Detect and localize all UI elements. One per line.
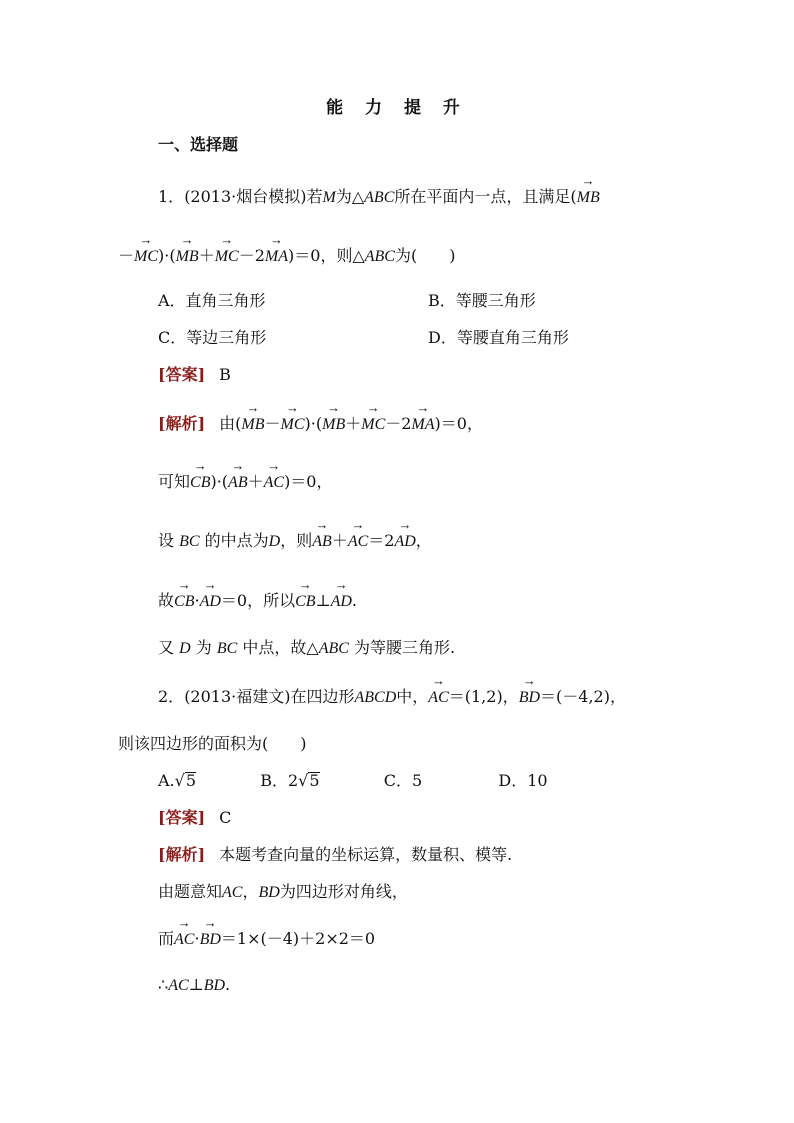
- q2-text: 由题意知: [158, 882, 223, 901]
- q1-option-d: D．等腰直角三角形: [428, 328, 569, 347]
- vector-ac: → AC: [348, 530, 368, 552]
- q2-var-bd: BD: [203, 977, 226, 994]
- q1-analysis-line1: [158, 413, 483, 435]
- q1-var-bc: BC: [179, 533, 200, 550]
- q1-option-c: C．等边三角形: [158, 328, 267, 347]
- q1-text: 若: [306, 187, 323, 206]
- q2-option-b: B．2√5: [260, 771, 320, 790]
- q1-options-row1: [158, 291, 266, 311]
- answer-tag: [答案]: [158, 808, 206, 827]
- q1-text: 由(: [219, 414, 242, 433]
- vector-mc: → MC: [215, 245, 239, 267]
- q1-text: 所在平面内一点，且满足(: [394, 187, 577, 206]
- q2-options: [158, 771, 548, 791]
- vector-mc: → MC: [281, 413, 305, 435]
- vector-mb: → MB: [241, 413, 264, 435]
- q1-var-bc: BC: [216, 640, 238, 657]
- vector-mb: → MB: [322, 413, 345, 435]
- q1-var-m: M: [322, 189, 336, 206]
- q1-text: ，则: [280, 531, 313, 550]
- q2-var-bd: BD: [258, 884, 280, 901]
- q2-option-a: A.√5: [158, 771, 197, 790]
- q2-text: ＝(1,2)，: [448, 687, 519, 706]
- q1-option-b: B．等腰三角形: [428, 291, 536, 310]
- q1-op: ＋: [331, 531, 348, 550]
- q2-option-d: D．10: [498, 771, 548, 790]
- q2-text: ，: [242, 882, 259, 901]
- vector-ac: → AC: [174, 928, 194, 950]
- q1-op: ＋: [247, 472, 264, 491]
- q1-stem-line1: [158, 186, 600, 208]
- q1-answer: [158, 365, 231, 385]
- q2-text: A.: [158, 771, 175, 790]
- vector-ab: → AB: [312, 530, 332, 552]
- q2-answer: [158, 808, 231, 828]
- q1-text: .: [351, 591, 357, 610]
- vector-bd: → BD: [200, 928, 221, 950]
- q1-var-d: D: [179, 640, 191, 657]
- q2-analysis-line2: [158, 882, 408, 903]
- q1-op: ⊥: [315, 591, 331, 610]
- vector-cb: → CB: [190, 471, 210, 493]
- q2-var-ac: AC: [168, 977, 189, 994]
- q2-text: ＝(－4,2)，: [540, 687, 626, 706]
- vector-ac: → AC: [264, 471, 284, 493]
- q1-op: ·: [194, 591, 200, 610]
- q1-source: (2013·烟台模拟): [184, 187, 307, 206]
- q1-text: 中点，故△: [242, 638, 319, 657]
- answer-tag: [答案]: [158, 365, 206, 384]
- analysis-tag: [解析]: [158, 845, 206, 864]
- q1-text: 为: [195, 638, 212, 657]
- q2-analysis-line3: [158, 928, 375, 950]
- q1-option-a: A．直角三角形: [158, 291, 266, 310]
- vector-mc: → MC: [361, 413, 385, 435]
- q2-option-c: C．5: [383, 771, 423, 790]
- q1-text: ＝0，所以: [220, 591, 296, 610]
- q2-analysis-line4: [158, 975, 230, 996]
- q2-source: (2013·福建文): [184, 687, 291, 706]
- q2-op: ⊥: [188, 975, 204, 994]
- q2-text: ∴: [158, 975, 169, 994]
- q2-var-ac: AC: [222, 884, 243, 901]
- q1-text: 为等腰三角形.: [354, 638, 456, 657]
- vector-cb: → CB: [295, 590, 315, 612]
- q1-text: 为△: [335, 187, 365, 206]
- q2-text: 而: [158, 929, 175, 948]
- q2-text: B．2: [260, 771, 299, 790]
- vector-ma: → MA: [265, 245, 288, 267]
- answer-value: C: [219, 808, 232, 827]
- q1-analysis-line4: [158, 590, 357, 612]
- vector-mb: → MB: [577, 186, 600, 208]
- q1-text: )＝0，: [434, 414, 483, 433]
- page-title: 能 力 提 升: [326, 98, 468, 118]
- q1-text: 为( ): [394, 246, 456, 265]
- q1-text: )＝0，则△: [288, 246, 365, 265]
- q2-text: .: [225, 975, 231, 994]
- answer-value: B: [219, 365, 231, 384]
- q1-var-abc: ABC: [318, 640, 349, 657]
- q1-analysis-line3: [158, 530, 432, 552]
- q1-text: 的中点为: [204, 531, 269, 550]
- vector-mb: → MB: [176, 245, 199, 267]
- q1-op: ＋: [345, 414, 362, 433]
- q1-var-abc: ABC: [364, 248, 395, 265]
- vector-ad: → AD: [394, 530, 415, 552]
- vector-ab: → AB: [228, 471, 248, 493]
- q2-stem-line1: [158, 686, 626, 708]
- sqrt-radicand: 5: [185, 771, 197, 790]
- q1-text: 又: [158, 638, 175, 657]
- q2-text: 中，: [396, 687, 429, 706]
- vector-ad: → AD: [200, 590, 221, 612]
- q1-stem-line2: [118, 245, 455, 267]
- q2-text: 在四边形: [290, 687, 355, 706]
- q2-op: ·: [194, 929, 200, 948]
- q1-text: 可知: [158, 472, 191, 491]
- vector-mc: → MC: [134, 245, 158, 267]
- section-heading: 一、选择题: [158, 135, 239, 154]
- q2-text: 本题考查向量的坐标运算，数量积、模等.: [219, 845, 513, 864]
- q1-text: 设: [158, 531, 175, 550]
- q1-analysis-line2: [158, 471, 333, 493]
- vector-ac: → AC: [428, 686, 448, 708]
- q1-op: ＝2: [368, 531, 395, 550]
- q2-stem-line2: 则该四边形的面积为( ): [118, 734, 307, 753]
- q1-op: －2: [385, 414, 412, 433]
- q1-op: －: [264, 414, 281, 433]
- analysis-tag: [解析]: [158, 414, 206, 433]
- q1-op: )·(: [210, 472, 229, 491]
- vector-ma: → MA: [411, 413, 434, 435]
- q1-text: ，: [415, 531, 432, 550]
- q1-var-abc: ABC: [364, 189, 395, 206]
- q2-analysis-line1: [158, 845, 512, 865]
- q2-text: 为四边形对角线，: [279, 882, 408, 901]
- q2-number: 2．: [158, 687, 185, 706]
- q2-var-abcd: ABCD: [354, 689, 397, 706]
- vector-bd: → BD: [519, 686, 540, 708]
- sqrt-radicand: 5: [309, 771, 320, 790]
- q1-op: )·(: [304, 414, 323, 433]
- q1-op: ＋: [198, 246, 215, 265]
- q1-op: －2: [238, 246, 265, 265]
- q2-text: ＝1×(－4)＋2×2＝0: [220, 929, 376, 948]
- vector-ad: → AD: [331, 590, 352, 612]
- q1-var-d: D: [268, 533, 281, 550]
- q1-text: )＝0，: [284, 472, 333, 491]
- q1-op: －: [118, 246, 135, 265]
- q1-op: )·(: [158, 246, 176, 265]
- q1-analysis-line5: [158, 638, 455, 659]
- q1-number: 1．: [158, 187, 185, 206]
- vector-cb: → CB: [174, 590, 194, 612]
- q1-text: 故: [158, 591, 175, 610]
